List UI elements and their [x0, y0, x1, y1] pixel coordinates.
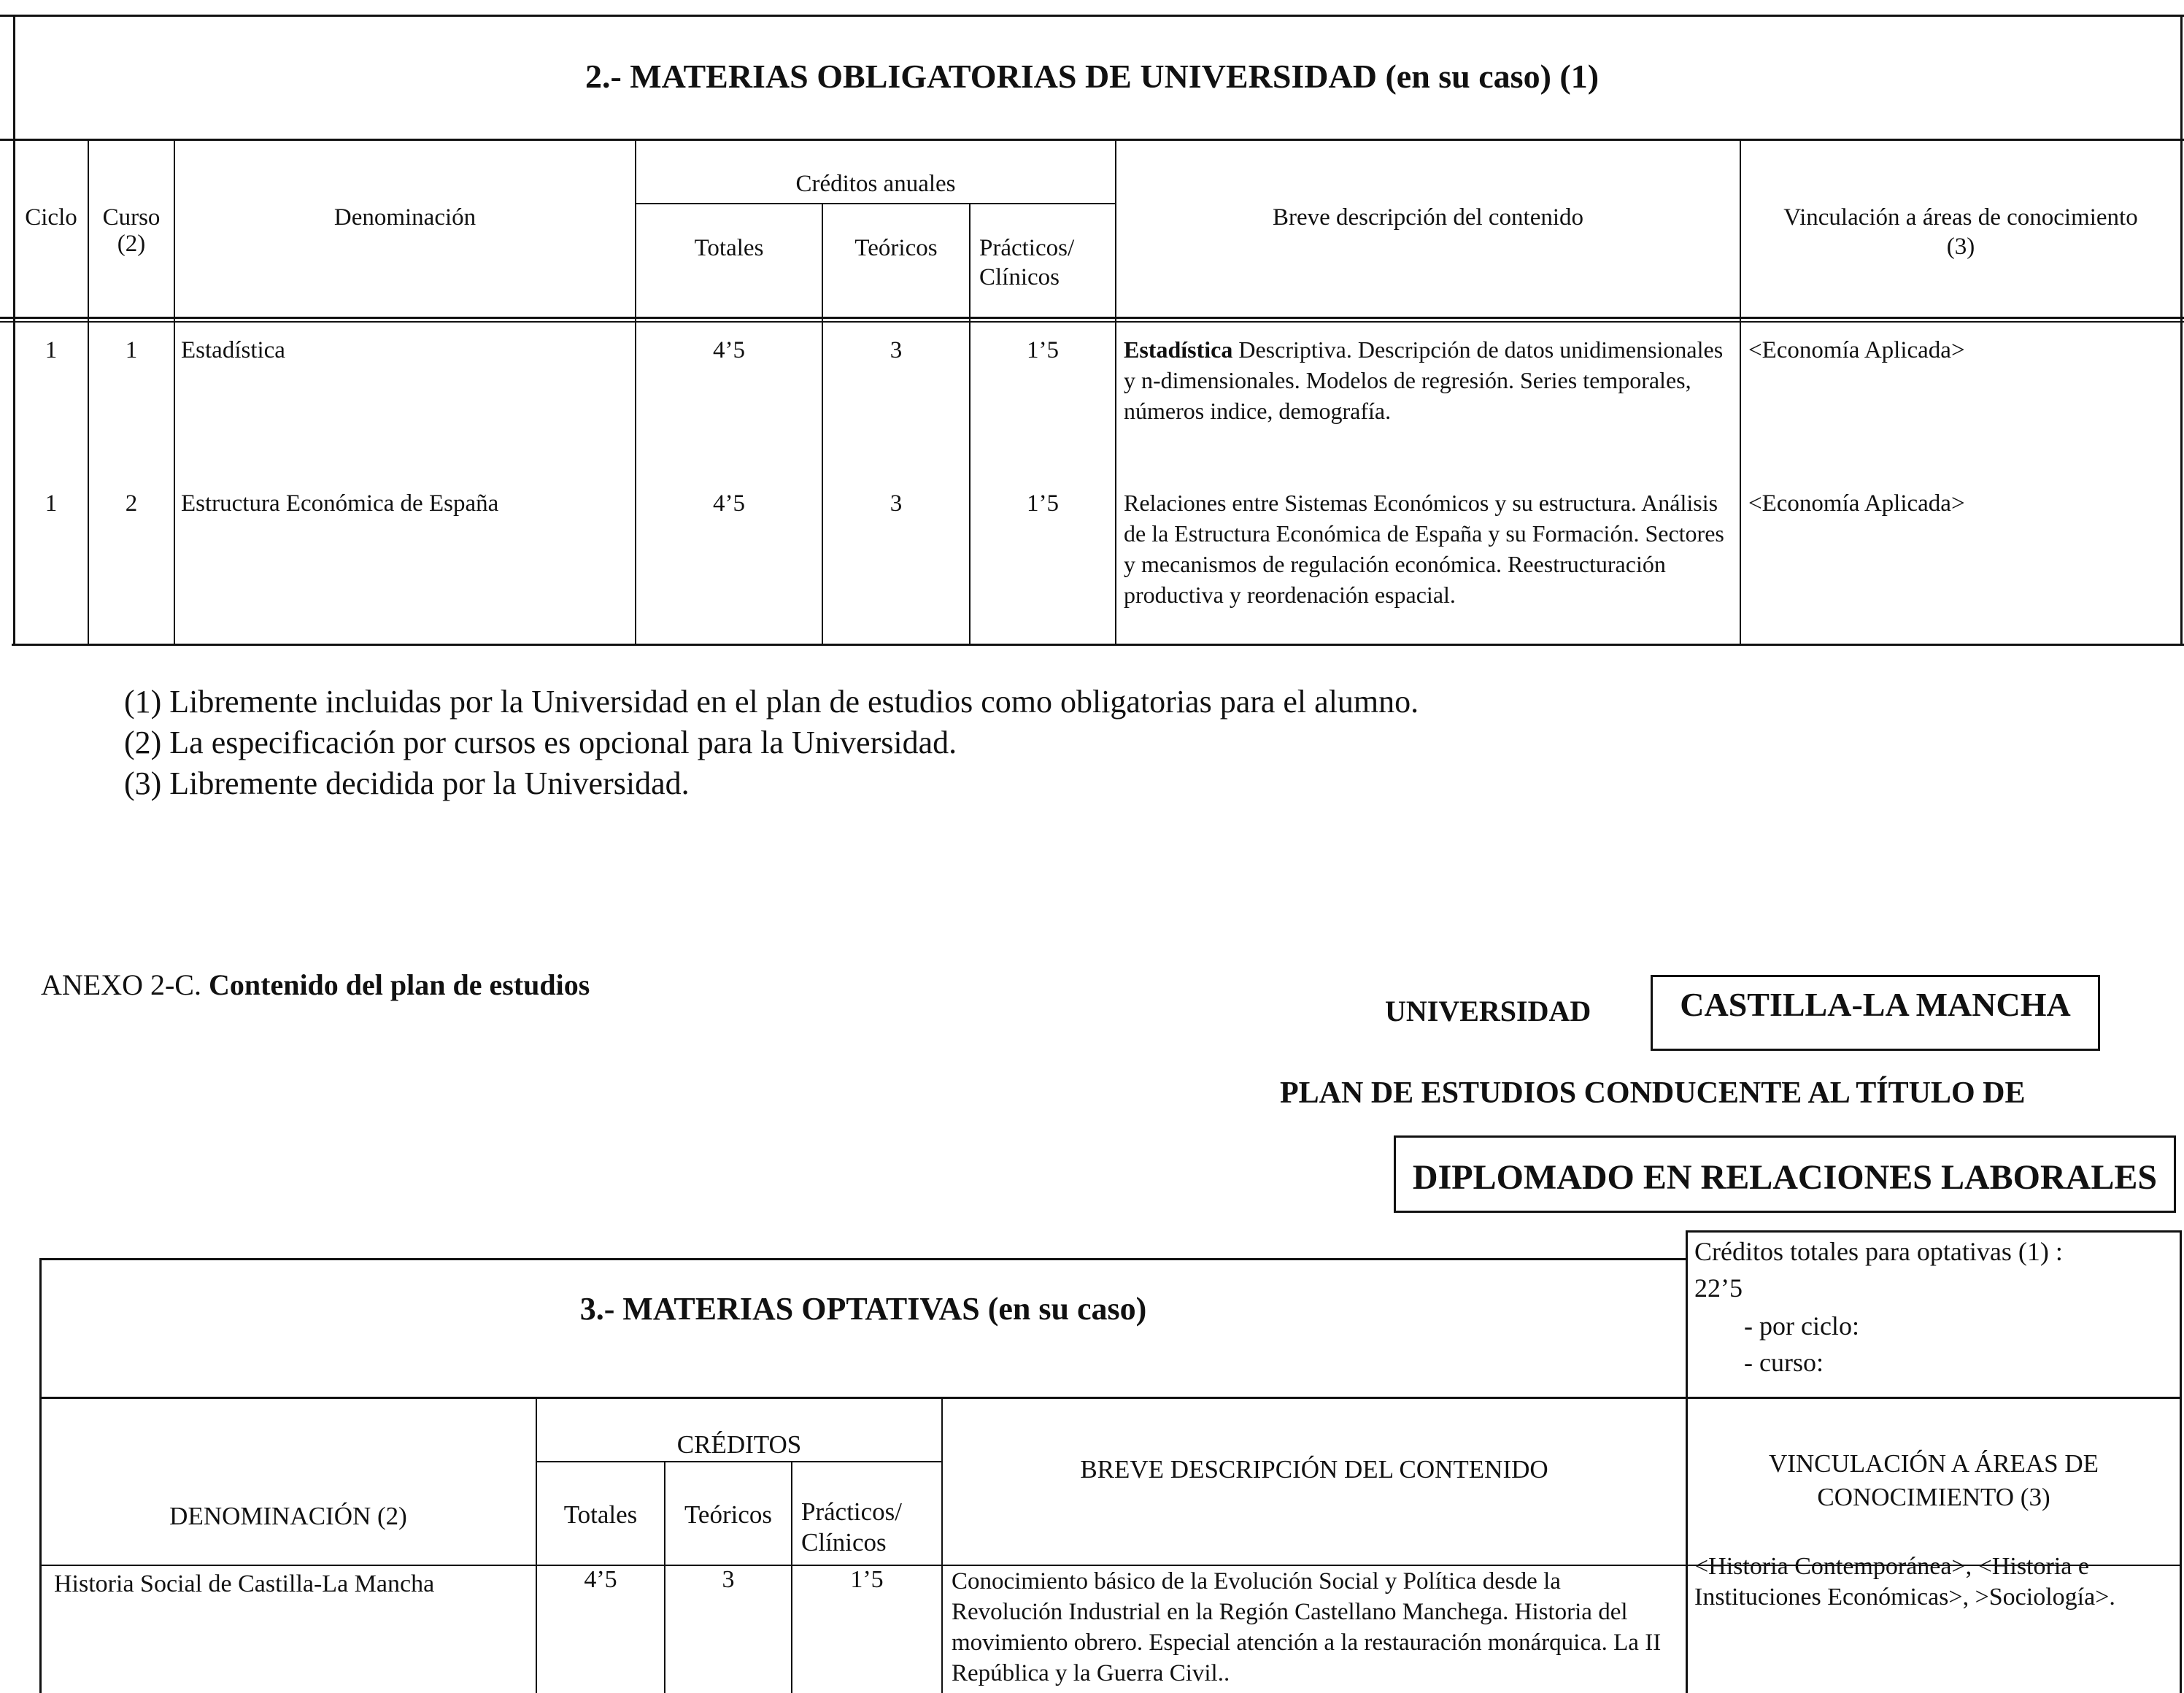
s2-border-header-2: [0, 321, 2184, 323]
vinculacion-cell: <Historia Contemporánea>, <Historia e Instituciones Económicas>, >Sociología>.: [1694, 1553, 2115, 1611]
vinculacion-cell: <Economía Aplicada>: [1748, 337, 1965, 363]
s2-credits-divider: [635, 203, 1115, 204]
totales-cell: 4’5: [584, 1566, 617, 1593]
s2-header-totales: Totales: [694, 235, 764, 261]
descripcion-cell: [1124, 487, 1729, 610]
s2-header-creditos-anuales: Créditos anuales: [795, 171, 956, 197]
s3-header-clinicos: Clínicos: [801, 1528, 887, 1557]
titulo-name: DIPLOMADO EN RELACIONES LABORALES: [1412, 1158, 2158, 1197]
descripcion-lead: Estadística: [1124, 336, 1233, 363]
denominacion-cell: Historia Social de Castilla-La Mancha: [54, 1570, 435, 1597]
s2-title: 2.- MATERIAS OBLIGATORIAS DE UNIVERSIDAD (en su caso) (1): [584, 58, 1600, 95]
s2-vline-right: [2180, 15, 2183, 645]
s2-header-vinculacion: Vinculación a áreas de conocimiento: [1783, 204, 2138, 231]
creditos-totales-label: Créditos totales para optativas (1) :: [1694, 1237, 2063, 1266]
footnote-1: (1) Libremente incluidas por la Universidad en el plan de estudios como obligatorias para el alumno.: [124, 684, 1419, 720]
s3-header-descripcion: BREVE DESCRIPCIÓN DEL CONTENIDO: [1080, 1455, 1548, 1484]
descripcion-rest: Relaciones entre Sistemas Económicos y su estructura. Análisis de la Estructura Económica de España y su Formación. Sectores y mecanismos de regulación económica. Reestructuración productiva y reordenación espacial.: [1124, 490, 1724, 608]
s3-border-title: [39, 1397, 2182, 1399]
denominacion-cell: Estadística: [181, 337, 285, 363]
creditos-totales-value: 22’5: [1694, 1273, 1743, 1303]
s3-border-top-right: [1686, 1230, 2182, 1233]
s2-vline-left: [13, 15, 15, 645]
s2-header-ciclo: Ciclo: [25, 204, 77, 231]
ciclo-cell: 1: [45, 337, 58, 363]
s2-vline-denom: [635, 139, 636, 645]
teoricos-cell: 3: [722, 1566, 735, 1593]
vinculacion-cell: <Economía Aplicada>: [1748, 490, 1965, 517]
s2-vline-totales: [822, 203, 823, 645]
teoricos-cell: 3: [890, 490, 903, 517]
footnote-3: (3) Libremente decidida por la Universidad.: [124, 765, 690, 801]
s2-border-bottom: [12, 644, 2184, 646]
curso-cell: 1: [125, 337, 138, 363]
s2-header-practicos: Prácticos/: [979, 235, 1075, 261]
s2-header-clinicos: Clínicos: [979, 264, 1060, 290]
curso: - curso:: [1744, 1348, 1824, 1377]
s2-vline-teoricos: [969, 203, 971, 645]
s2-header-curso: Curso: [102, 204, 161, 231]
totales-cell: 4’5: [713, 337, 745, 363]
s2-border-top: [0, 15, 2184, 17]
s3-header-vinculacion: VINCULACIÓN A ÁREAS DE: [1768, 1449, 2099, 1478]
descripcion-cell: Conocimiento básico de la Evolución Social y Política desde la Revolución Industrial en la Región Castellano Manchega. Historia del movimiento obrero. Especial atención a la restauración monárquica. La II República y la Guerra Civil..: [952, 1568, 1662, 1686]
s3-header-teoricos: Teóricos: [684, 1500, 772, 1529]
practicos-cell: 1’5: [1027, 490, 1059, 517]
s3-title: 3.- MATERIAS OPTATIVAS (en su caso): [579, 1291, 1147, 1327]
s3-credits-divider: [536, 1461, 943, 1462]
s2-header-curso-note: (2): [117, 231, 146, 257]
descripcion-rest: Descriptiva. Descripción de datos unidimensionales y n-dimensionales. Modelos de regresión. Series temporales, números indice, demografía.: [1124, 336, 1724, 424]
s3-vline-practicos: [941, 1397, 943, 1693]
practicos-cell: 1’5: [850, 1566, 884, 1593]
universidad-name: CASTILLA-LA MANCHA: [1680, 986, 2071, 1023]
footnote-2: (2) La especificación por cursos es opcional para la Universidad.: [124, 725, 957, 760]
s3-header-vinculacion-2: CONOCIMIENTO (3): [1817, 1483, 2050, 1511]
s3-header-practicos: Prácticos/: [801, 1497, 903, 1526]
por-ciclo: - por ciclo:: [1744, 1311, 1859, 1341]
teoricos-cell: 3: [890, 337, 903, 363]
denominacion-cell: Estructura Económica de España: [181, 490, 499, 517]
s3-header-totales: Totales: [563, 1500, 638, 1529]
s2-header-denominacion: Denominación: [333, 204, 476, 231]
s3-border-top: [39, 1258, 1686, 1260]
anexo-title: [41, 968, 590, 1002]
ciclo-cell: 1: [45, 490, 58, 517]
descripcion-cell: [1124, 334, 1729, 426]
s3-header-denominacion: DENOMINACIÓN (2): [169, 1502, 407, 1530]
s2-header-descripcion: Breve descripción del contenido: [1272, 204, 1584, 231]
totales-cell: 4’5: [713, 490, 745, 517]
anexo-prefix: ANEXO 2-C.: [41, 968, 201, 1001]
anexo-label: Contenido del plan de estudios: [201, 968, 590, 1001]
plan-label: PLAN DE ESTUDIOS CONDUCENTE AL TÍTULO DE: [1280, 1076, 2026, 1110]
practicos-cell: 1’5: [1027, 337, 1059, 363]
s2-header-vinculacion-note: (3): [1946, 234, 1975, 260]
curso-cell: 2: [125, 490, 138, 517]
s2-border-title: [0, 139, 2184, 141]
universidad-label: UNIVERSIDAD: [1385, 995, 1591, 1027]
s2-header-teoricos: Teóricos: [854, 235, 938, 261]
s3-header-creditos: CRÉDITOS: [676, 1430, 802, 1459]
s2-border-header: [0, 317, 2184, 319]
